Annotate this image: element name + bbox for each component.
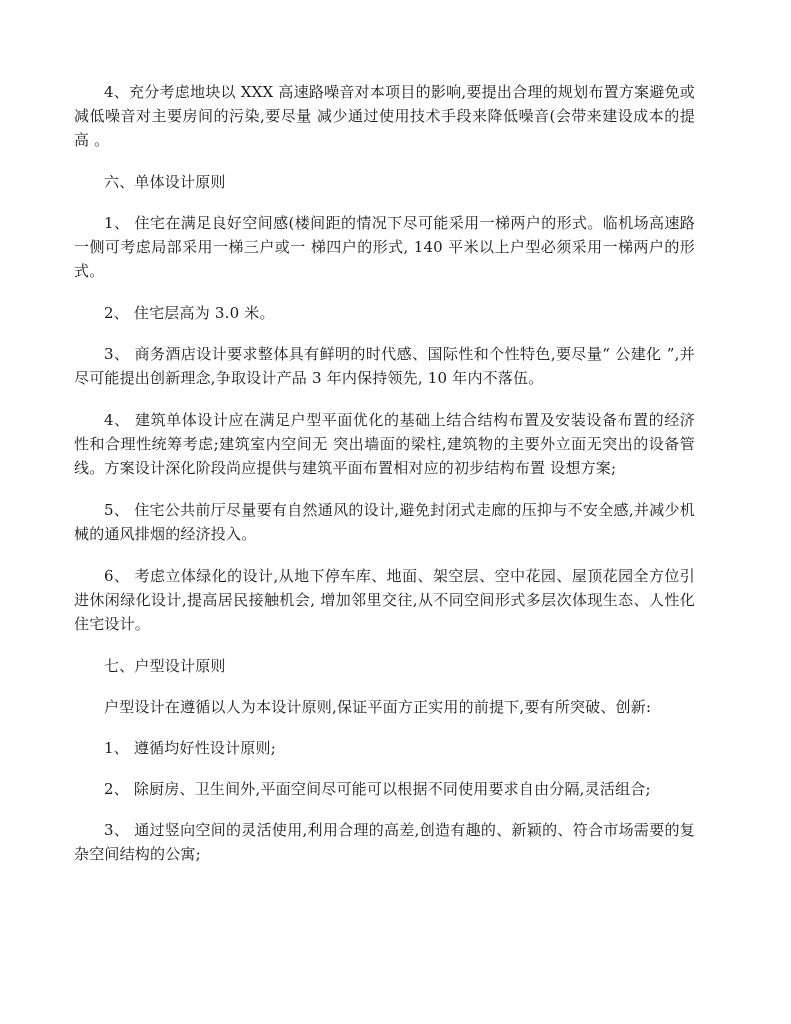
paragraph-item-5-ventilation: 5、 住宅公共前厅尽量要有自然通风的设计,避免封闭式走廊的压抑与不安全感,并减少机械的通风排烟的经济投入。 bbox=[74, 501, 695, 543]
paragraph-item-3-hotel: 3、 商务酒店设计要求整体具有鲜明的时代感、国际性和个性特色,要尽量“ 公建化 ”,并尽可能提出创新理念,争取设计产品 3 年内保持领先, 10 年内不落伍。 bbox=[74, 345, 695, 387]
paragraph-noise-control: 4、充分考虑地块以 XXX 高速路噪音对本项目的影响,要提出合理的规划布置方案避免或减低噪音对主要房间的污染,要尽量 减少通过使用技术手段来降低噪音(会带来建设成本的提高 。 bbox=[74, 83, 695, 149]
paragraph-item-1-residence: 1、 住宅在满足良好空间感(楼间距的情况下尽可能采用一梯两户的形式。临机场高速路一侧可考虑局部采用一梯三户或一 梯四户的形式, 140 平米以上户型必须采用一梯两户的形式。 bbox=[74, 214, 695, 280]
paragraph-item-2-floor-height: 2、 住宅层高为 3.0 米。 bbox=[104, 304, 275, 322]
section-heading-unit-design: 七、户型设计原则 bbox=[104, 657, 226, 675]
paragraph-unit-intro: 户型设计在遵循以人为本设计原则,保证平面方正实用的前提下,要有所突破、创新: bbox=[104, 698, 652, 716]
paragraph-unit-item-1: 1、 遵循均好性设计原则; bbox=[104, 739, 276, 757]
paragraph-unit-item-3: 3、 通过竖向空间的灵活使用,利用合理的高差,创造有趣的、新颖的、符合市场需要的复杂空间结构的公寓; bbox=[74, 821, 695, 863]
paragraph-unit-item-2: 2、 除厨房、卫生间外,平面空间尽可能可以根据不同使用要求自由分隔,灵活组合; bbox=[104, 780, 651, 798]
section-heading-single-building: 六、单体设计原则 bbox=[104, 173, 226, 191]
paragraph-item-4-structure: 4、 建筑单体设计应在满足户型平面优化的基础上结合结构布置及安装设备布置的经济性和合理性统筹考虑;建筑室内空间无 突出墙面的梁柱,建筑物的主要外立面无突出的设备管线。方案设计深化阶段尚应提供与建筑平面布置相对应的初步结构布置 设想方案; bbox=[74, 411, 695, 477]
paragraph-item-6-greening: 6、 考虑立体绿化的设计,从地下停车库、地面、架空层、空中花园、屋顶花园全方位引进休闲绿化设计,提高居民接触机会, 增加邻里交往,从不同空间形式多层次体现生态、人性化住宅设计。 bbox=[74, 567, 695, 633]
